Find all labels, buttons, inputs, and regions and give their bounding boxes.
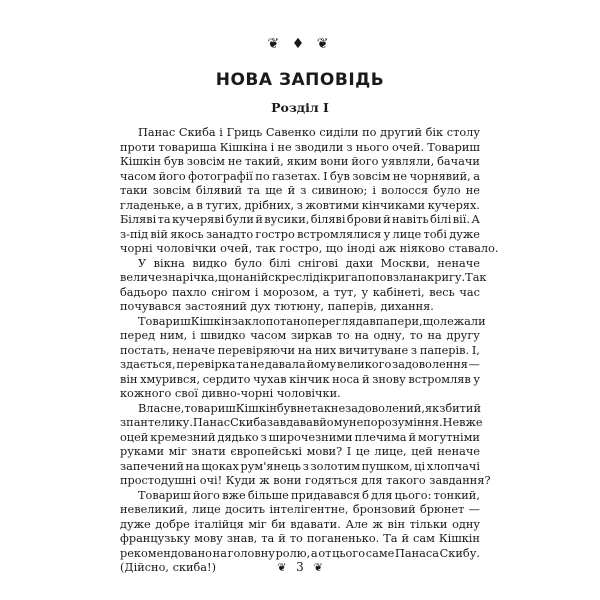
text-line: руками міг знати європейські мови? І це лице, цей неначе bbox=[120, 445, 480, 458]
text-line: постать, неначе перевіряючи на них вичитуване з паперів. І, bbox=[120, 343, 480, 357]
text-line: бадьоро пахло снігом і морозом, а тут, у кабінеті, весь час bbox=[120, 285, 480, 299]
body-text bbox=[120, 126, 499, 576]
text-line: простодушні очі! Куди ж вони годяться для такого завдання? bbox=[120, 474, 491, 487]
text-line: оцей кремезний дядько з широчезними плечима й могутніми bbox=[120, 430, 480, 444]
text-line: проти товариша Кішкіна і не зводили з нього очей. Товариш bbox=[120, 140, 480, 154]
text-line: з пантелику. Панас Скиба завдавав йому непорозуміння. Невже bbox=[120, 416, 483, 429]
text-line: величезна річка, що на ній скрес лід і крига поповзла на кригу. Так bbox=[120, 271, 487, 284]
text-line: таки зовсім білявий та ще й з сивиною; і волосся було не bbox=[120, 184, 480, 197]
text-line: Товариш його вже більше придавався б для цього: тонкий, bbox=[138, 488, 480, 502]
text-line: рекомендовано на головну ролю, а от цього саме Панаса Скибу. bbox=[120, 546, 480, 560]
text-line: Панас Скиба і Гриць Савенко сиділи по другий бік столу bbox=[138, 126, 480, 139]
text-line: часом його фотографії по газетах. І був зовсім не чорнявий, а bbox=[120, 169, 480, 183]
text-line: гладеньке, а в тугих, дрібних, з жовтими кінчиками кучерях. bbox=[120, 198, 480, 212]
text-line: У вікна видко було білі снігові дахи Москви, неначе bbox=[138, 256, 480, 270]
header-ornament: ❦ ♦ ❦ bbox=[267, 36, 333, 52]
text-line: Біляві та кучеряві були й вусики, біляві брови й навіть білі вії. А bbox=[120, 213, 480, 226]
text-line: Кішкін був зовсім не такий, яким вони його уявляли, бачачи bbox=[120, 155, 480, 168]
chapter-heading: Розділ I bbox=[271, 100, 329, 115]
text-line: Власне, товариш Кішкін був не так незадоволений, як збитий bbox=[138, 401, 481, 415]
text-line: невеликий, лице досить інтелігентне, бронзовий брюнет — bbox=[120, 503, 480, 516]
text-line: (Дійсно, скиба!) bbox=[120, 561, 216, 574]
text-line: чорні чоловічки очей, так гостро, що іноді аж ніяково ставало. bbox=[120, 242, 499, 255]
text-line: французьку мову знав, та й то поганенько. Та й сам Кішкін bbox=[120, 532, 480, 545]
page-footer bbox=[0, 560, 600, 574]
text-line: він хмурився, сердито чухав кінчик носа й знову встромляв у bbox=[120, 372, 480, 386]
text-line: перед ним, і швидко часом зиркав то на одну, то на другу bbox=[120, 329, 480, 342]
footer-ornament-right: ❦ bbox=[313, 561, 323, 574]
page-number: 3 bbox=[296, 560, 304, 574]
footer-ornament-left: ❦ bbox=[277, 561, 287, 574]
text-line: Товариш Кішкін заклопотано переглядав папери, що лежали bbox=[138, 314, 486, 328]
text-line: з-під вій якось занадто гостро встромлялися у лице тобі дуже bbox=[120, 227, 480, 241]
text-line: здається, перевірка та не давала йому великого задоволення — bbox=[120, 358, 480, 371]
text-line: кожного свої дивно-чорні чоловічки. bbox=[120, 387, 341, 400]
text-line: почувався застояний дух тютюну, паперів, дихання. bbox=[120, 300, 434, 313]
text-line: дуже добре італійця міг би вдавати. Але ж він тільки одну bbox=[120, 517, 480, 531]
page-title: НОВА ЗАПОВІДЬ bbox=[215, 70, 385, 90]
text-line: запечений на щоках рум'янець з золотим пушком, ці хлопчачі bbox=[120, 459, 480, 473]
